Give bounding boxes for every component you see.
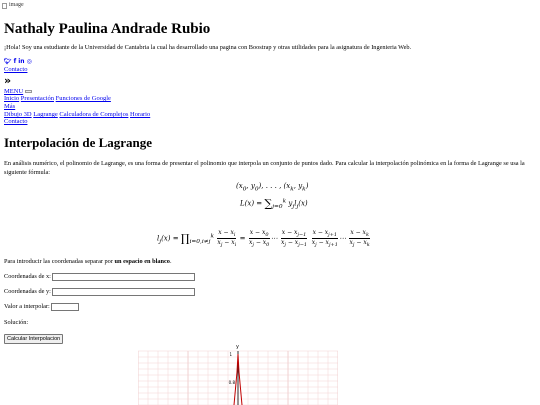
instruction-prefix: Para introducir las coordenadas separar por [4, 258, 115, 265]
intro-text: ¡Hola! Soy una estudiante de la Universidad de Cantabria la cual ha desarrollado una pagina con Boostrap y otras utilidades para la asignatura de Ingenieria Web. [4, 44, 412, 51]
nav-mas[interactable]: Más [4, 103, 16, 110]
facebook-icon[interactable]: f [13, 58, 17, 65]
solution-label: Solución: [4, 319, 29, 326]
instagram-icon[interactable]: ◎ [26, 58, 32, 65]
x-coords-row [4, 273, 195, 281]
instruction-bold: un espacio en blanco [114, 258, 170, 265]
interp-value-row [4, 303, 79, 311]
y-coords-label: Coordenadas de y: [4, 288, 51, 296]
y-coords-input[interactable] [52, 288, 195, 296]
interp-value-input[interactable] [51, 303, 79, 311]
instruction-text [4, 258, 172, 266]
section-description: En análisis numérico, el polinomio de Lagrange, es una forma de presentar el polinomio que interpola un conjunto de puntos dado. Para calcular la interpolación polinómica en la forma de Lagrange se usa la siguiente fórmula: [4, 160, 525, 176]
formula-lagrange: $L(x) = \sum_{j=0}^k$ $y_jl_j(x)$ [240, 197, 308, 210]
instruction-suffix: . [169, 258, 172, 265]
nav-contacto[interactable]: Contacto [4, 118, 28, 125]
nav-inicio[interactable]: Inicio [4, 95, 20, 102]
menu-link[interactable]: MENU [4, 88, 24, 95]
twitter-icon[interactable]: 🐦︎ [4, 58, 12, 65]
nav-presentacion[interactable]: Presentación [20, 95, 55, 102]
formula-points: ($x_0$, $y_0$), . . . , ($x_k$, $y_k$) [236, 182, 309, 193]
nav-dibujo[interactable]: Dibujo 3D [4, 111, 32, 118]
contact-link[interactable]: Contacto [4, 66, 28, 73]
header-image [2, 2, 24, 9]
broken-image-icon [2, 3, 7, 9]
nav-horario[interactable]: Horario [130, 111, 151, 118]
double-chevron-icon[interactable]: » [4, 74, 12, 87]
x-coords-label: Coordenadas de x: [4, 273, 51, 281]
linkedin-icon[interactable]: in [18, 58, 25, 65]
y-tick-label: 0.8 [228, 380, 235, 385]
nav-row-1 [4, 95, 111, 103]
y-axis-label: y [236, 344, 239, 350]
y-coords-row [4, 288, 195, 296]
nav-calculadora[interactable]: Calculadora de Complejos [59, 111, 129, 118]
calculate-button[interactable]: Calcular Interpolacion [4, 334, 63, 344]
y-tick-label: 1 [229, 352, 232, 357]
x-coords-input[interactable] [52, 273, 195, 281]
social-links [4, 58, 32, 65]
formula-basis: $l_j(x)$ = $\prod_{i=0,i\ne j}^k$ $\frac{x - x_i}{x_j - x_i}$ = $\frac{x - x_0}{x_j - x_0}$ ⋯ $\frac{x - x_{j-1}}{x_j - x_{j-1}}$ $\frac{x - x_{j+1}}{x_j - x_{j+1}}$ ⋯ $\frac{x - x_k}{x_j - x_k}$ [157, 229, 370, 249]
nav-row-2 [4, 103, 15, 111]
nav-lagrange[interactable]: Lagrange [33, 111, 58, 118]
section-title: Interpolación de Lagrange [4, 135, 153, 150]
menu-toggle-button[interactable] [25, 90, 32, 93]
interpolation-plot [138, 342, 338, 405]
header-image-alt: image [9, 2, 24, 8]
nav-funciones[interactable]: Funciones de Google [55, 95, 111, 102]
author-name: Nathaly Paulina Andrade Rubio [4, 21, 211, 37]
interp-value-label: Valor a interpolar: [4, 303, 50, 311]
